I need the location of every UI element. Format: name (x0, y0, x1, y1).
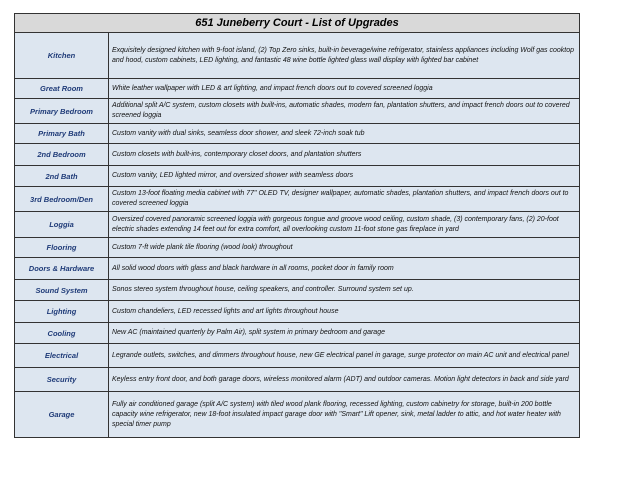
category-cell: Electrical (15, 344, 109, 368)
table-row (15, 368, 580, 392)
description-cell: Custom vanity, LED lighted mirror, and oversized shower with seamless doors (109, 166, 580, 187)
upgrades-table (14, 13, 580, 438)
table-row (15, 166, 580, 187)
table-row (15, 99, 580, 124)
description-cell: Oversized covered panoramic screened loggia with gorgeous tongue and groove wood ceiling, custom shade, (3) contemporary fans, (2) 20-foot electric shades extending 14 feet out for extra comfort, all overlooking custom 11-foot stone gas fireplace in yard (109, 212, 580, 238)
category-cell: Doors & Hardware (15, 258, 109, 280)
category-cell: Kitchen (15, 33, 109, 79)
table-row (15, 344, 580, 368)
description-cell: Additional split A/C system, custom closets with built-ins, automatic shades, modern fan, plantation shutters, and impact french doors out to covered screened loggia (109, 99, 580, 124)
category-cell: 2nd Bedroom (15, 144, 109, 166)
category-cell: Primary Bedroom (15, 99, 109, 124)
description-cell: Fully air conditioned garage (split A/C system) with tiled wood plank flooring, recessed lighting, custom cabinetry for storage, built-in 200 bottle capacity wine refrigerator, new 18-foot insulated impact garage door with "Smart" Lift opener, sink, metal ladder to attic, and hot water heater with special timer pump (109, 392, 580, 438)
description-cell: White leather wallpaper with LED & art lighting, and impact french doors out to covered screened loggia (109, 79, 580, 99)
table-row (15, 33, 580, 79)
category-cell: Garage (15, 392, 109, 438)
title-row (15, 14, 580, 33)
category-cell: Sound System (15, 280, 109, 301)
table-row (15, 212, 580, 238)
description-cell: Custom vanity with dual sinks, seamless door shower, and sleek 72-inch soak tub (109, 124, 580, 144)
description-cell: Exquisitely designed kitchen with 9-foot island, (2) Top Zero sinks, built-in beverage/wine refrigerator, stainless appliances including Wolf gas cooktop and hood, custom cabinets, LED lighting, and fantastic 48 wine bottle lighted glass wall display with lighted bar cabinet (109, 33, 580, 79)
table-row (15, 144, 580, 166)
page-title: 651 Juneberry Court - List of Upgrades (15, 14, 580, 33)
category-cell: Great Room (15, 79, 109, 99)
category-cell: Flooring (15, 238, 109, 258)
table-row (15, 392, 580, 438)
description-cell: Custom closets with built-ins, contemporary closet doors, and plantation shutters (109, 144, 580, 166)
description-cell: All solid wood doors with glass and black hardware in all rooms, pocket door in family room (109, 258, 580, 280)
category-cell: 3rd Bedroom/Den (15, 187, 109, 212)
category-cell: Primary Bath (15, 124, 109, 144)
description-cell: Keyless entry front door, and both garage doors, wireless monitored alarm (ADT) and outdoor cameras. Motion light detectors in back and side yard (109, 368, 580, 392)
category-cell: Cooling (15, 323, 109, 344)
description-cell: Legrande outlets, switches, and dimmers throughout house, new GE electrical panel in garage, surge protector on main AC unit and electrical panel (109, 344, 580, 368)
table-row (15, 124, 580, 144)
category-cell: Loggia (15, 212, 109, 238)
table-row (15, 79, 580, 99)
category-cell: 2nd Bath (15, 166, 109, 187)
table-row (15, 258, 580, 280)
upgrades-table-body (15, 14, 580, 438)
description-cell: Custom chandeliers, LED recessed lights and art lights throughout house (109, 301, 580, 323)
category-cell: Security (15, 368, 109, 392)
description-cell: Custom 13-foot floating media cabinet with 77" OLED TV, designer wallpaper, automatic shades, plantation shutters, and impact french doors out to covered screened loggia (109, 187, 580, 212)
description-cell: Custom 7-ft wide plank tile flooring (wood look) throughout (109, 238, 580, 258)
table-row (15, 323, 580, 344)
description-cell: New AC (maintained quarterly by Palm Air), split system in primary bedroom and garage (109, 323, 580, 344)
description-cell: Sonos stereo system throughout house, ceiling speakers, and controller. Surround system set up. (109, 280, 580, 301)
category-cell: Lighting (15, 301, 109, 323)
table-row (15, 187, 580, 212)
table-row (15, 301, 580, 323)
table-row (15, 280, 580, 301)
table-row (15, 238, 580, 258)
